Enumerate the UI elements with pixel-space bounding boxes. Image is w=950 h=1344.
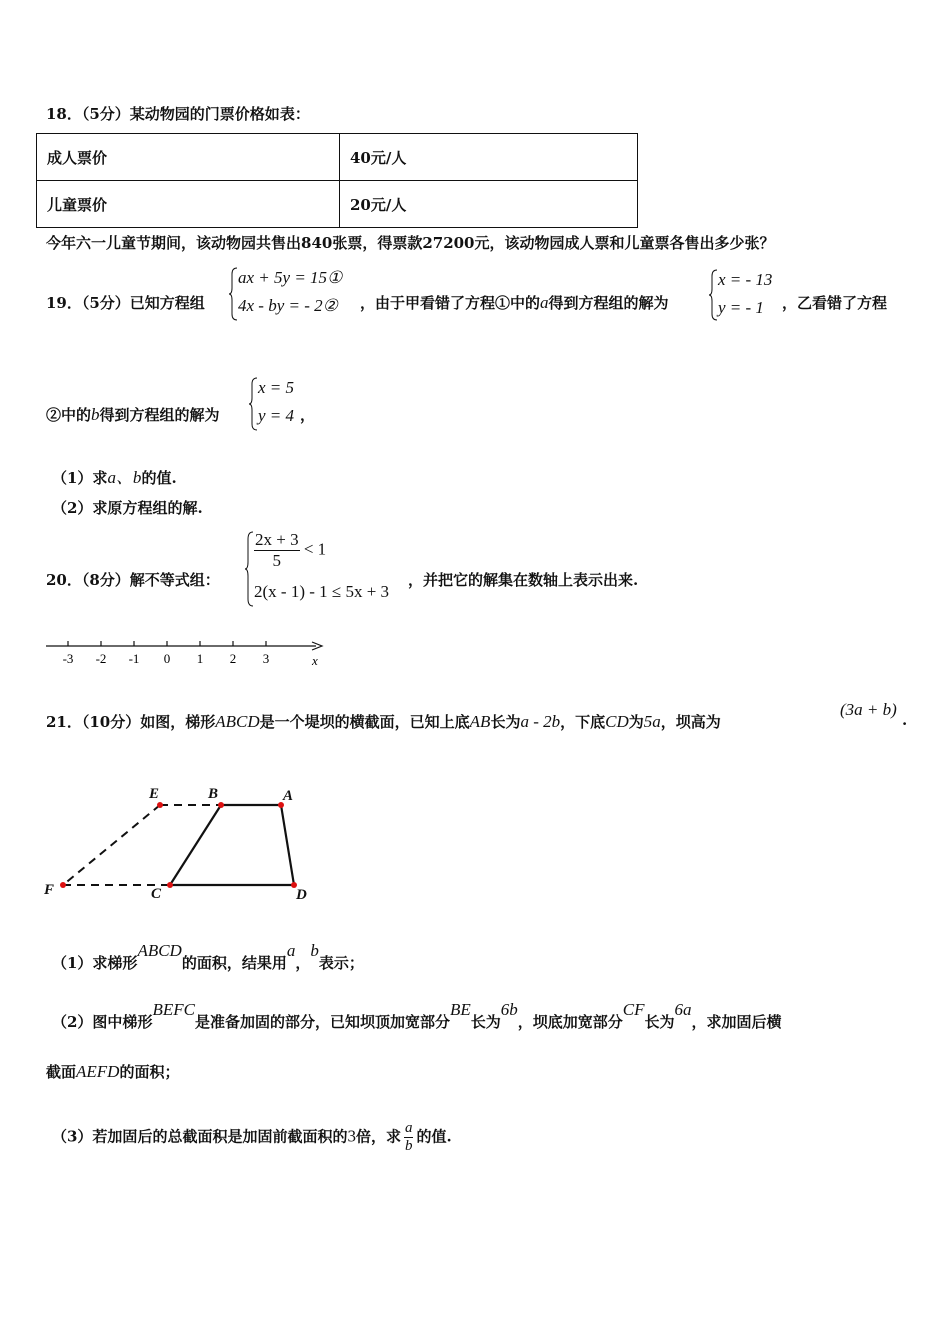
table-row: [37, 181, 638, 228]
q19-equation-system: [228, 266, 358, 322]
q19-line2-pre: ②中的: [46, 406, 92, 424]
q21-p1-end: 表示；: [318, 954, 364, 972]
q21-p2-t5: ，求加固后横: [691, 1013, 782, 1031]
q21-t4: 为: [628, 713, 644, 731]
fraction-numerator: 2x + 3: [255, 530, 299, 549]
q21-part1: [52, 941, 364, 973]
q21-t3: ，下底: [560, 713, 606, 731]
q21-part3: [52, 1120, 452, 1155]
q19-part1: [52, 463, 177, 488]
q21-height: (3a + b): [840, 700, 897, 719]
q19-sol2-x: x = 5: [258, 378, 295, 397]
point-C: [167, 882, 173, 888]
q21-p1-abcd: ABCD: [137, 941, 182, 960]
q21-pre: 21．（10分）如图，梯形: [46, 713, 216, 731]
q21-cd: CD: [605, 712, 629, 731]
q21-p2-befc: BEFC: [152, 1000, 195, 1019]
q19-part1-end: 的值.: [141, 469, 177, 487]
trapezoid-figure: [40, 780, 330, 910]
q21-p2-cf: CF: [622, 1000, 645, 1019]
q19-part1-pre: （1）求: [52, 469, 108, 487]
q21-p2-be-len: 6b: [500, 1000, 518, 1019]
q21-p2-line2-end: 的面积；: [119, 1063, 180, 1081]
segment-EF: [63, 805, 160, 885]
q21-p2-aefd: AEFD: [76, 1062, 120, 1081]
axis-label: x: [312, 653, 318, 668]
q21-p3-end: 的值.: [416, 1127, 452, 1146]
label-D: D: [296, 887, 307, 903]
fraction: [404, 1120, 414, 1155]
q21-p1-pre: （1）求梯形: [52, 954, 138, 972]
q21-t6: .: [902, 711, 908, 729]
q21-abcd: ABCD: [215, 712, 260, 731]
number-line: [40, 632, 340, 672]
q21-p2-t3: ，坝底加宽部分: [517, 1013, 623, 1031]
q20-ineq1: [254, 530, 326, 571]
q21-part2: [52, 1000, 782, 1032]
q21-p2-cf-len: 6a: [674, 1000, 692, 1019]
label-A: A: [283, 788, 294, 804]
q21-t5: ，坝高为: [660, 713, 721, 731]
point-E: [157, 802, 163, 808]
q21-p1-b: b: [310, 941, 319, 960]
q21-p2-pre: （2）图中梯形: [52, 1013, 153, 1031]
q21-t2: 长为: [490, 713, 521, 731]
tick-label: 1: [196, 651, 204, 666]
point-B: [218, 802, 224, 808]
q21-p1-mid: 的面积，结果用: [181, 954, 287, 972]
q19-line2-end: ，: [300, 406, 316, 424]
q19-sol2-y: y = 4: [258, 406, 295, 425]
table-cell: 儿童票价: [37, 181, 340, 228]
q21-p1-a: a: [286, 941, 296, 960]
q19-mid-text: [360, 292, 669, 313]
q21-p3-mid: 倍，求: [355, 1127, 401, 1146]
brace-icon: [708, 268, 718, 322]
tick-label: -1: [128, 651, 140, 666]
q21-p2-be: BE: [449, 1000, 471, 1019]
brace-icon: [244, 530, 254, 608]
var-a: a: [540, 293, 549, 312]
q19-part2: （2）求原方程组的解.: [52, 499, 203, 517]
q21-p2-t2: 长为: [470, 1013, 501, 1031]
q19-eq1: ax + 5y = 15①: [238, 268, 343, 287]
q20-ineq1-rest: < 1: [303, 539, 327, 559]
q19-eq2: 4x - by = - 2②: [238, 296, 338, 315]
tick-label: 2: [229, 651, 237, 666]
q21-ab: AB: [469, 712, 491, 731]
q21-p1-comma: ，: [295, 954, 311, 972]
ticket-price-table: [36, 133, 638, 228]
table-cell: 40元/人: [340, 134, 638, 181]
q19-mid3: ，乙看错了方程: [782, 294, 888, 312]
fraction: [254, 530, 300, 571]
label-B: B: [208, 786, 219, 802]
segment-AD: [281, 805, 294, 885]
tick-label: -3: [62, 651, 74, 666]
label-F: F: [44, 882, 55, 898]
var-b: b: [91, 405, 100, 424]
q19-mid2: 得到方程组的解为: [548, 294, 669, 312]
q21-p2-t1: 是准备加固的部分，已知坝顶加宽部分: [194, 1013, 450, 1031]
label-C: C: [151, 886, 162, 902]
q21-p3-three: 3: [347, 1126, 356, 1146]
table-cell: 20元/人: [340, 181, 638, 228]
q21-p2-line2-pre: 截面: [46, 1063, 77, 1081]
table-cell: 成人票价: [37, 134, 340, 181]
fraction-numerator: a: [404, 1120, 413, 1136]
table-row: [37, 134, 638, 181]
brace-icon: [248, 376, 258, 432]
point-F: [60, 882, 66, 888]
q19-sol1-y: y = - 1: [718, 298, 764, 317]
q20-prefix: 20．（8分）解不等式组：: [46, 571, 220, 589]
q18-question: 今年六一儿童节期间，该动物园共售出840张票，得票款27200元，该动物园成人票和儿童票各售出多少张？: [46, 234, 775, 252]
tick-label: 0: [163, 651, 171, 666]
q20-suffix: ，并把它的解集在数轴上表示出来.: [408, 571, 639, 589]
q21-p2-t4: 长为: [644, 1013, 675, 1031]
q18-header: 18．（5分）某动物园的门票价格如表：: [46, 105, 310, 123]
q20-inequality-system: [244, 530, 414, 608]
fraction-denominator: b: [404, 1138, 413, 1154]
q19-line2-mid: 得到方程组的解为: [99, 406, 220, 424]
segment-BC: [170, 805, 221, 885]
q19-line2: [46, 404, 220, 425]
q21-cd-len: 5a: [643, 712, 661, 731]
brace-icon: [228, 266, 238, 322]
fraction-denominator: 5: [272, 551, 282, 570]
q21-part2-line2: [46, 1061, 179, 1082]
q21-ab-len: a - 2b: [520, 712, 561, 731]
q19-sol1-x: x = - 13: [718, 270, 773, 289]
q21-p3-pre: （3）若加固后的总截面积是加固前截面积的: [52, 1127, 348, 1146]
tick-label: 3: [262, 651, 270, 666]
q20-ineq2: 2(x - 1) - 1 ≤ 5x + 3: [254, 582, 390, 601]
number-line-ticks: [63, 641, 270, 666]
tick-label: -2: [95, 651, 107, 666]
q19-part1-vars: a、b: [107, 468, 142, 487]
q19-prefix: 19．（5分）已知方程组: [46, 294, 205, 312]
q21-intro: [46, 711, 721, 732]
q19-mid1: ，由于甲看错了方程①中的: [360, 294, 541, 312]
q19-solution-2: [248, 376, 308, 432]
label-E: E: [149, 786, 160, 802]
q21-t1: 是一个堤坝的横截面，已知上底: [259, 713, 470, 731]
